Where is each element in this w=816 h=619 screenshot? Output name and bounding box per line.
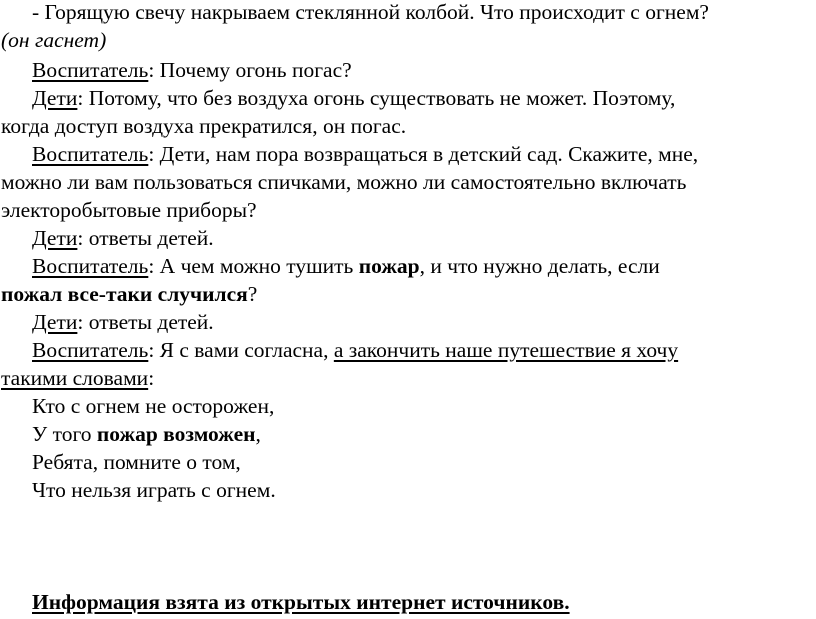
- speaker-teacher: Воспитатель: [32, 142, 149, 166]
- speaker-children: Дети: [32, 86, 78, 110]
- paragraph-2-text: Почему огонь погас?: [154, 58, 352, 82]
- paragraph-1-text: - Горящую свечу накрываем стеклянной колбой. Что происходит с огнем?: [32, 0, 709, 24]
- paragraph-6-text: А чем можно тушить: [154, 254, 359, 278]
- paragraph-3-line-1: [32, 85, 675, 113]
- paragraph-5: [32, 225, 214, 253]
- paragraph-6-question-mark: ?: [247, 282, 258, 306]
- poem-line-4-text: Что нельзя играть с огнем.: [32, 478, 276, 502]
- paragraph-4-text: Дети, нам пора возвращаться в детский сад. Скажите, мне,: [154, 142, 699, 166]
- source-note-text: Информация взята из открытых интернет источников.: [32, 590, 570, 614]
- source-note: [32, 589, 570, 617]
- bold-phrase-fire-happened: пожал все-таки случился: [1, 282, 248, 306]
- speaker-colon: :: [77, 226, 84, 250]
- paragraph-5-text: ответы детей.: [83, 226, 214, 250]
- underlined-phrase: а закончить наше путешествие я хочу: [333, 338, 679, 362]
- speaker-teacher: Воспитатель: [32, 338, 149, 362]
- paragraph-7-text: ответы детей.: [83, 310, 214, 334]
- paragraph-4-line-3: [1, 197, 257, 225]
- paragraph-6-line-1: [32, 253, 660, 281]
- paragraph-8-text: Я с вами согласна,: [154, 338, 334, 362]
- speaker-teacher: Воспитатель: [32, 58, 149, 82]
- paragraph-1-answer: (он гаснет): [1, 28, 107, 52]
- speaker-colon: :: [148, 338, 155, 362]
- paragraph-2: [32, 57, 352, 85]
- poem-line-2: [32, 421, 261, 449]
- poem-line-3-text: Ребята, помните о том,: [32, 450, 241, 474]
- speaker-teacher: Воспитатель: [32, 254, 149, 278]
- paragraph-6-line-2: [1, 281, 257, 309]
- speaker-children: Дети: [32, 310, 78, 334]
- poem-line-3: [32, 449, 241, 477]
- paragraph-3-text-cont: когда доступ воздуха прекратился, он погас.: [1, 114, 407, 138]
- poem-line-2-text: У того: [32, 422, 97, 446]
- paragraph-6-text-cont: , и что нужно делать, если: [419, 254, 660, 278]
- speaker-children: Дети: [32, 226, 78, 250]
- paragraph-4-line-2: [1, 169, 686, 197]
- paragraph-1-line-2: [1, 27, 106, 55]
- paragraph-4-line-1: [32, 141, 698, 169]
- paragraph-4-text-cont: можно ли вам пользоваться спичками, можно ли самостоятельно включать: [1, 170, 687, 194]
- poem-line-1-text: Кто с огнем не осторожен,: [32, 394, 275, 418]
- poem-line-2-comma: ,: [255, 422, 261, 446]
- paragraph-7: [32, 309, 214, 337]
- speaker-colon: :: [148, 58, 155, 82]
- bold-term-fire: пожар: [358, 254, 420, 278]
- underlined-phrase-cont: такими словами: [1, 366, 149, 390]
- paragraph-4-text-end: электоробытовые приборы?: [1, 198, 257, 222]
- paragraph-8-line-1: [32, 337, 678, 365]
- paragraph-3-line-2: [1, 113, 406, 141]
- speaker-colon: :: [148, 142, 155, 166]
- speaker-colon: :: [148, 254, 155, 278]
- paragraph-8-colon: :: [148, 366, 155, 390]
- speaker-colon: :: [77, 86, 84, 110]
- paragraph-8-line-2: [1, 365, 154, 393]
- poem-line-4: [32, 477, 276, 505]
- speaker-colon: :: [77, 310, 84, 334]
- poem-line-1: [32, 393, 274, 421]
- paragraph-3-text: Потому, что без воздуха огонь существовать не может. Поэтому,: [83, 86, 676, 110]
- paragraph-1-line-1: [32, 0, 709, 27]
- bold-phrase-fire-possible: пожар возможен: [96, 422, 256, 446]
